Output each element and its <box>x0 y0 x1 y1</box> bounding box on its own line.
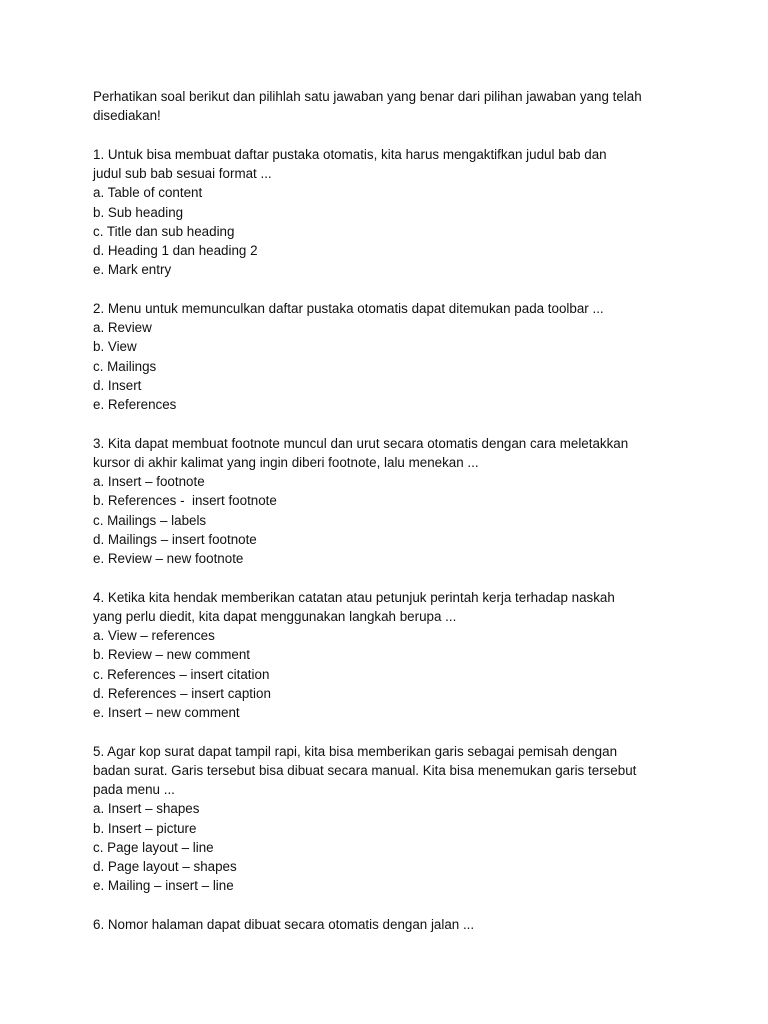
answer-option: e. Insert – new comment <box>93 705 240 720</box>
answer-option: d. Mailings – insert footnote <box>93 531 257 547</box>
answer-option: b. Sub heading <box>93 204 184 220</box>
answer-option: e. Mailing – insert – line <box>93 878 234 894</box>
instruction-line: Perhatikan soal berikut dan pilihlah satu jawaban yang benar dari pilihan jawaban yang telah <box>93 89 642 104</box>
paragraph-gap <box>93 414 713 433</box>
answer-option: e. References <box>93 397 177 412</box>
question-stem-line: 3. Kita dapat membuat footnote muncul dan urut secara otomatis dengan cara meletakkan <box>93 435 629 451</box>
answer-option: c. Page layout – line <box>93 839 214 855</box>
answer-option: e. Mark entry <box>93 262 172 278</box>
answer-option: c. References – insert citation <box>93 666 270 682</box>
answer-option: d. Insert <box>93 377 142 393</box>
question-5 <box>93 742 713 896</box>
question-stem-line: 2. Menu untuk memunculkan daftar pustaka otomatis dapat ditemukan pada toolbar ... <box>93 300 604 316</box>
answer-option: d. Page layout – shapes <box>93 859 237 874</box>
paragraph-gap <box>93 896 713 915</box>
question-stem-line: 6. Nomor halaman dapat dibuat secara otomatis dengan jalan ... <box>93 916 475 932</box>
answer-option: b. Review – new comment <box>93 647 251 663</box>
answer-option: d. Heading 1 dan heading 2 <box>93 243 258 258</box>
question-stem-line: badan surat. Garis tersebut bisa dibuat secara manual. Kita bisa menemukan garis tersebut <box>93 762 637 778</box>
answer-option: a. Insert – shapes <box>93 801 200 817</box>
question-stem-line: kursor di akhir kalimat yang ingin diberi footnote, lalu menekan ... <box>93 454 479 470</box>
paragraph-gap <box>93 722 713 741</box>
answer-option: b. References - insert footnote <box>93 493 277 509</box>
question-stem-line: pada menu ... <box>93 782 175 797</box>
answer-option: c. Mailings – labels <box>93 512 207 528</box>
instruction-line: disediakan! <box>93 108 161 124</box>
instruction-paragraph <box>93 87 713 126</box>
question-stem-line: 4. Ketika kita hendak memberikan catatan atau petunjuk perintah kerja terhadap naskah <box>93 589 615 605</box>
answer-option: a. Review <box>93 320 152 335</box>
paragraph-gap <box>93 126 713 145</box>
paragraph-gap <box>93 568 713 587</box>
question-3 <box>93 434 713 569</box>
question-6 <box>93 915 713 934</box>
question-stem-line: yang perlu diedit, kita dapat menggunakan langkah berupa ... <box>93 608 457 624</box>
question-stem-line: 1. Untuk bisa membuat daftar pustaka otomatis, kita harus mengaktifkan judul bab dan <box>93 146 607 162</box>
question-stem-line: judul sub bab sesuai format ... <box>93 166 272 181</box>
answer-option: a. Insert – footnote <box>93 474 205 489</box>
question-2 <box>93 299 713 415</box>
question-4 <box>93 588 713 723</box>
answer-option: c. Mailings <box>93 358 157 374</box>
answer-option: d. References – insert caption <box>93 685 271 701</box>
answer-option: c. Title dan sub heading <box>93 223 235 239</box>
document-content <box>93 87 713 934</box>
paragraph-gap <box>93 280 713 299</box>
question-stem-line: 5. Agar kop surat dapat tampil rapi, kita bisa memberikan garis sebagai pemisah dengan <box>93 743 618 759</box>
answer-option: b. View <box>93 339 137 355</box>
answer-option: a. View – references <box>93 628 215 643</box>
answer-option: a. Table of content <box>93 185 203 201</box>
answer-option: b. Insert – picture <box>93 820 197 836</box>
answer-option: e. Review – new footnote <box>93 551 244 566</box>
question-1 <box>93 145 713 280</box>
